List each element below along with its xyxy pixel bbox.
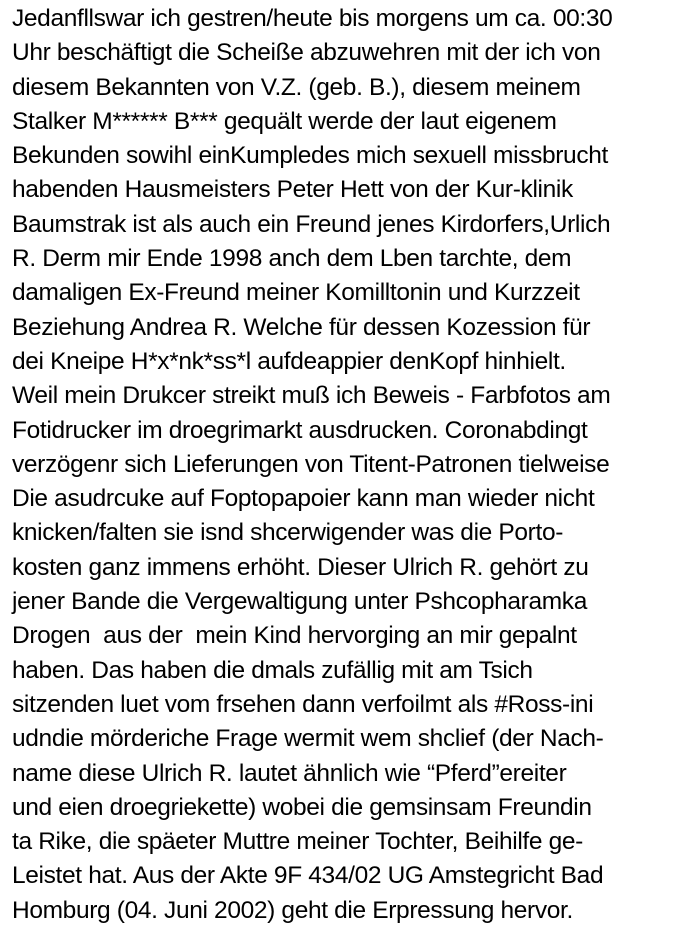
text-line: damaligen Ex-Freund meiner Komilltonin und Kurzzeit <box>12 279 580 307</box>
text-line: Baumstrak ist als auch ein Freund jenes Kirdorfers,Urlich <box>12 210 611 238</box>
text-line: verzögenr sich Lieferungen von Titent-Patronen tielweise <box>12 450 610 478</box>
text-line: diesem Bekannten von V.Z. (geb. B.), diesem meinem <box>12 73 581 101</box>
text-line: Uhr beschäftigt die Scheiße abzuwehren mit der ich von <box>12 39 601 67</box>
text-line: sitzenden luet vom frsehen dann verfoilmt als #Ross-ini <box>12 690 594 718</box>
text-line: und eien droegriekette) wobei die gemsinsam Freundin <box>12 793 592 821</box>
text-line: Leistet hat. Aus der Akte 9F 434/02 UG Amstegricht Bad <box>12 862 604 890</box>
text-line: Bekunden sowihl einKumpledes mich sexuell missbrucht <box>12 142 608 170</box>
text-line: knicken/falten sie isnd shcerwigender was die Porto- <box>12 519 564 547</box>
text-line: ta Rike, die späeter Muttre meiner Tochter, Beihilfe ge- <box>12 828 583 856</box>
text-line: haben. Das haben die dmals zufällig mit am Tsich <box>12 656 533 684</box>
document-body <box>12 2 680 928</box>
text-line: R. Derm mir Ende 1998 anch dem Lben tarchte, dem <box>12 245 572 273</box>
text-line: kosten ganz immens erhöht. Dieser Ulrich R. gehört zu <box>12 553 589 581</box>
text-line: Die asudrcuke auf Foptopapoier kann man wieder nicht <box>12 485 595 513</box>
text-line: Fotidrucker im droegrimarkt ausdrucken. Coronabdingt <box>12 416 588 444</box>
text-line: dei Kneipe H*x*nk*ss*l aufdeappier denKopf hinhielt. <box>12 347 566 375</box>
text-line: udndie mörderiche Frage wermit wem shclief (der Nach- <box>12 725 604 753</box>
text-line: Drogen aus der mein Kind hervorging an mir gepalnt <box>12 622 577 650</box>
text-line: jener Bande die Vergewaltigung unter Pshcopharamka <box>12 588 587 616</box>
text-line: Jedanfllswar ich gestren/heute bis morgens um ca. 00:30 <box>12 5 613 32</box>
text-line: Weil mein Drukcer streikt muß ich Beweis - Farbfotos am <box>12 382 611 410</box>
text-line: habenden Hausmeisters Peter Hett von der Kur-klinik <box>12 176 573 204</box>
text-line: name diese Ulrich R. lautet ähnlich wie “Pferd”ereiter <box>12 759 567 787</box>
text-line: Beziehung Andrea R. Welche für dessen Kozession für <box>12 313 591 341</box>
text-line: Homburg (04. Juni 2002) geht die Erpressung hervor. <box>12 896 573 924</box>
text-line: Stalker M****** B*** gequält werde der laut eigenem <box>12 107 557 135</box>
